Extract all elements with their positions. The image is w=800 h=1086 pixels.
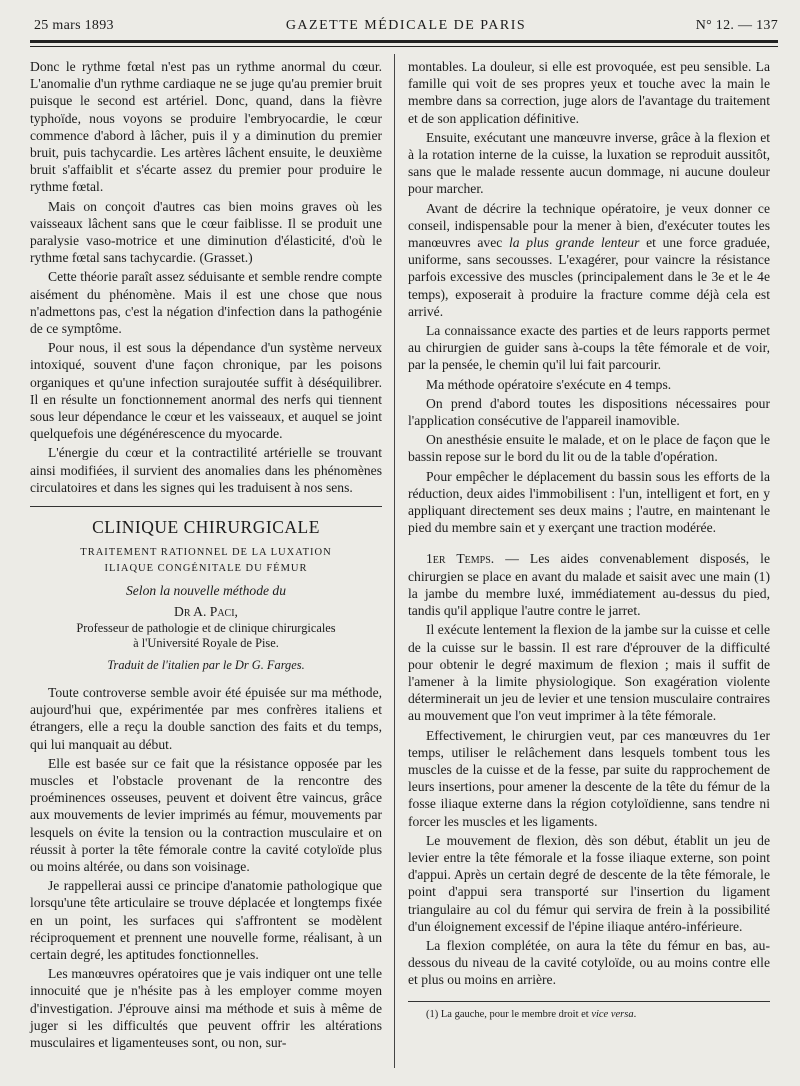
article-subtitle: Selon la nouvelle méthode du <box>125 583 287 599</box>
section-separator <box>30 506 382 507</box>
paragraph: Elle est basée sur ce fait que la résistance opposée par les muscles et l'obstacle provenant de la rencontre des proéminences osseuses, peuvent et doivent être vaincus, grâce aux mouvements de levier imprimés au fémur, mouvements par lesquels on évite la tension ou la contraction musculaire et on réussit à porter la tête fémorale contre la cavité cotyloïde plus ou moins altérée, ou dans son voisinage. <box>30 755 382 874</box>
emphasis: vice versa <box>591 1008 634 1020</box>
paragraph: Le mouvement de flexion, dès son début, établit un jeu de levier entre la tête fémorale et la fosse iliaque externe, son point d'appui. Après un certain degré de descente de la tête fémorale, le point d'appui sera transporté sur l'insertion du ligament triangulaire au col du fémur qui servira de frein à la possibilité d'un éloignement excessif de l'épine iliaque antéro-inférieure. <box>408 832 770 934</box>
article-title-line-2: ILIAQUE CONGÉNITALE DU FÉMUR <box>104 563 308 575</box>
text-run: Avant de décrire la technique opératoire, je veux donner ce conseil, indispensable pour la mener à bien, d'exécuter toutes les manœuvres avec <box>408 200 770 251</box>
paragraph: Cette théorie paraît assez séduisante et semble rendre compte aisément du phénomène. Mais il est une chose que nous n'admettons pas, c'est la négation d'infection dans la pathogénie de ce symptôme. <box>30 269 382 337</box>
paragraph: La flexion complétée, on aura la tête du fémur en bas, au-dessous du niveau de la cavité cotyloïde, ou au moins contre elle et plus ou moins en arrière. <box>408 937 770 988</box>
header-rule <box>30 40 778 47</box>
emphasis: la plus grande lenteur <box>508 235 640 251</box>
author-affiliation-1: Professeur de pathologie et de clinique chirurgicales <box>76 620 336 635</box>
right-column <box>408 58 770 1023</box>
paragraph: Mais on conçoit d'autres cas bien moins graves où les vaisseaux lâchent sans que le cœur faiblisse. Il se produit une paralysie vaso-motrice et une diminution d'élasticité, d'où le rythme fœtal sans tachycardie. (Grasset.) <box>30 198 382 266</box>
paragraph: Il exécute lentement la flexion de la jambe sur la cuisse et celle de la cuisse sur le bassin. Il est rare d'éprouver de la difficulté pour obtenir le degré maximum de flexion ; mais il suffit de l'amener à la limite physiologique. Son exagération violente déterminerait un jeu de levier et une tension musculaire contraires au mouvement que l'on veut imprimer à la tête fémorale. <box>408 622 770 724</box>
footnote <box>408 1008 770 1021</box>
article-title-line-1: TRAITEMENT RATIONNEL DE LA LUXATION <box>80 547 332 559</box>
paragraph: Je rappellerai aussi ce principe d'anatomie pathologique que lorsqu'une tête articulaire se trouve déplacée et longtemps fixée en un point, les surfaces qui s'affrontent se modèlent réciproquement et prennent une nouvelle forme, réalisant, à un certain degré, les aptitudes fonctionnelles. <box>30 878 382 962</box>
footnote-rule <box>408 1001 770 1002</box>
paragraph: Ma méthode opératoire s'exécute en 4 temps. <box>426 376 672 392</box>
author-affiliation-2: à l'Université Royale de Pise. <box>133 635 279 650</box>
paragraph: Toute controverse semble avoir été épuisée sur ma méthode, aujourd'hui que, expérimentée par mes confrères italiens et étrangers, elle a reçu la double sanction des faits et du temps, qui lui manquait au début. <box>30 684 382 752</box>
left-column <box>30 58 382 1053</box>
translator-credit: Traduit de l'italien par le Dr G. Farges. <box>107 657 305 672</box>
column-divider <box>394 54 395 1068</box>
issue-date: 25 mars 1893 <box>34 18 114 33</box>
paragraph: La connaissance exacte des parties et de leurs rapports permet au chirurgien de guider sans à-coups la tête fémorale et de voir, par la pensée, le chemin qu'il lui fait parcourir. <box>408 323 770 373</box>
paragraph: Les manœuvres opératoires que je vais indiquer ont une telle innocuité que je n'hésite pas à les employer comme moyen d'investigation. J'éprouve ainsi ma méthode et suis à même de juger si les difficultés que peuvent offrir les altérations musculaires et ligamenteuses sont, ou non, sur- <box>30 966 382 1050</box>
journal-title: GAZETTE MÉDICALE DE PARIS <box>285 18 527 33</box>
paragraph <box>408 200 770 320</box>
paragraph <box>408 550 770 619</box>
paragraph: Donc le rythme fœtal n'est pas un rythme anormal du cœur. L'anomalie d'un rythme cardiaque ne se juge qu'au premier bruit puisque le second est artériel. Donc, quand, dans la fièvre typhoïde, nous voyons se produire l'embryocardie, le cœur commence d'abord à lâcher, puis il y a diminution du premier bruit, puis tachycardie. Les artères lâchent ensuite, le deuxième bruit s'affaiblit et s'écarte assez du premier pour produire le rythme fœtal. <box>30 59 382 195</box>
section-title: CLINIQUE CHIRURGICALE <box>92 517 320 538</box>
step-label: 1er Temps. <box>426 551 495 567</box>
paragraph: Effectivement, le chirurgien veut, par ces manœuvres du 1er temps, utiliser le relâchement dans lesquels tombent tous les muscles de la cuisse et de la fesse, par suite du rapprochement de leurs insertions, pour amener la descente de la tête du fémur de la fosse iliaque externe dans la région cotyloïdienne, sans tendre ni forcer les muscles et les ligaments. <box>408 727 770 829</box>
paragraph: L'énergie du cœur et la contractilité artérielle se trouvant ainsi modifiées, il survient des anomalies dans les phénomènes circulatoires et dans les signes qui les traduisent à nos sens. <box>30 445 382 495</box>
text-run: . <box>633 1008 637 1020</box>
paragraph: Pour nous, il est sous la dépendance d'un système nerveux intoxiqué, souvent d'une façon chronique, par les poisons organiques et qu'une infection surajoutée suffit à déséquilibrer. Il en résulte un fonctionnement anormal des nerfs qui tiennent sous leur dépendance le cœur et les vaisseaux, et auquel se joint quelquefois une dégénérescence du myocarde. <box>30 340 382 442</box>
running-head <box>34 14 778 38</box>
author-name: Dr A. Paci, <box>174 604 238 620</box>
text-run: (1) La gauche, pour le membre droit et <box>426 1008 592 1020</box>
issue-number-page: N° 12. — 137 <box>695 18 778 33</box>
text-run: — Les aides convenablement disposés, le chirurgien se place en avant du malade et saisit avec une main (1) la jambe du membre luxé, immédiatement au-dessus du pied, tandis qu'il applique l'autre contre le jarret. <box>408 551 770 619</box>
paragraph: On prend d'abord toutes les dispositions nécessaires pour l'application consécutive de l'appareil inamovible. <box>408 395 770 429</box>
paragraph: Ensuite, exécutant une manœuvre inverse, grâce à la flexion et à la rotation interne de la cuisse, la luxation se reproduit aussitôt, sans que le malade ressente aucun dommage, ni aucune douleur pour marcher. <box>408 129 770 197</box>
paragraph: montables. La douleur, si elle est provoquée, est peu sensible. La famille qui voit de ses propres yeux et touche avec la main le membre dans sa correction, juge alors de l'avantage du traitement et de son application définitive. <box>408 59 770 126</box>
paragraph: Pour empêcher le déplacement du bassin sous les efforts de la réduction, deux aides l'immobilisent : l'un, intelligent et fort, en y appliquant directement ses deux mains ; l'autre, en maintenant le pied du membre sain et y exerçant une traction modérée. <box>408 468 770 536</box>
paragraph: On anesthésie ensuite le malade, et on le place de façon que le bassin repose sur le bord du lit ou de la table d'opération. <box>408 432 770 465</box>
text-run: et une force graduée, uniforme, sans secousses. L'exagérer, pour vaincre la résistance parfois excessive des muscles (principalement dans le 3e et le 4e temps), exposerait à produire la fracture comme déjà cela est arrivé. <box>408 235 770 319</box>
